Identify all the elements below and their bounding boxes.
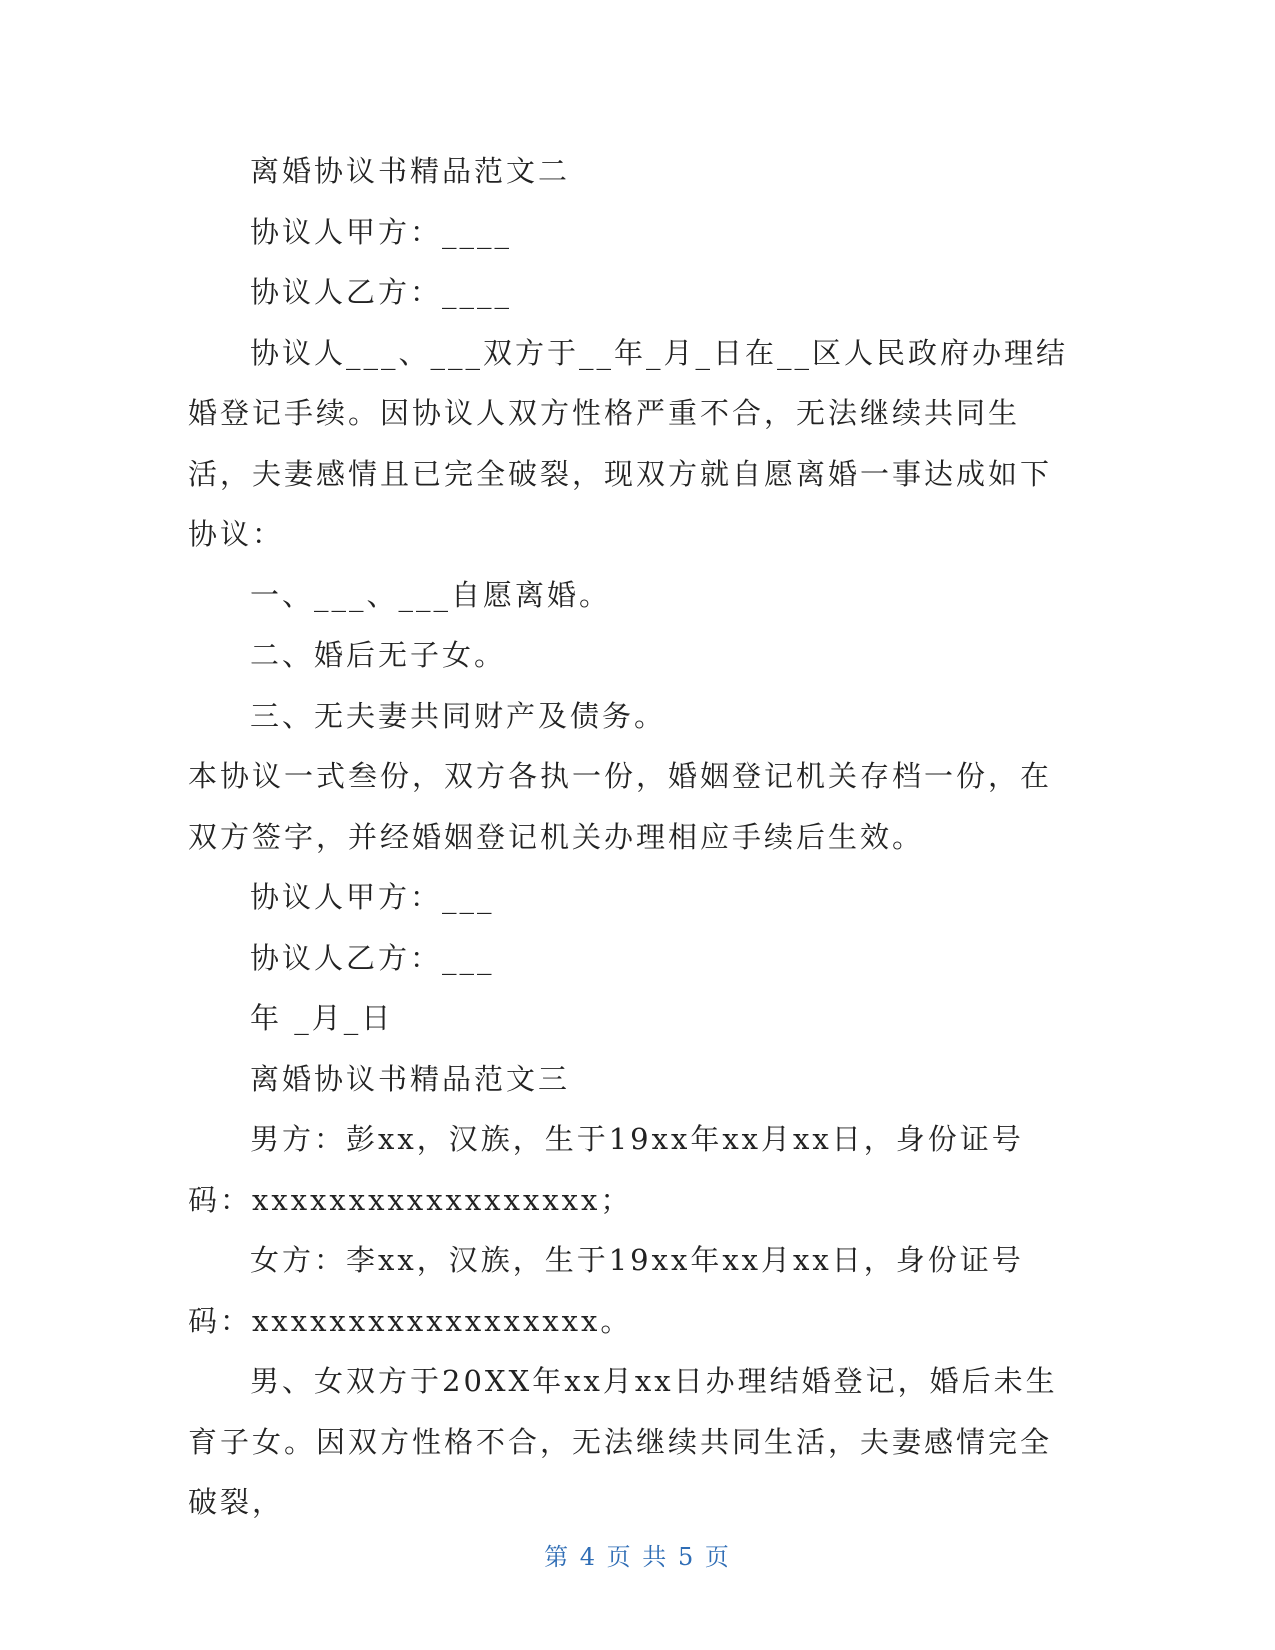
section-title-2: 离婚协议书精品范文二 — [250, 154, 571, 188]
agreement-intro-paragraph: 协议人___、___双方于__年_月_日在__区人民政府办理结婚登记手续。因协议人双方性格严重不合，无法继续共同生活，夫妻感情且已完全破裂，现双方就自愿离婚一事达成如下协议： — [188, 335, 1069, 551]
party-a-line: 协议人甲方：____ — [250, 214, 513, 249]
clause-3: 三、无夫妻共同财产及债务。 — [250, 698, 667, 733]
male-party-info: 男方：彭xx，汉族，生于19xx年xx月xx日，身份证号码：xxxxxxxxxxxxxxxxxx； — [188, 1122, 1024, 1217]
section-title-3: 离婚协议书精品范文三 — [250, 1061, 571, 1096]
clause-1: 一、___、___自愿离婚。 — [250, 577, 612, 612]
signature-date: 年 _月_日 — [250, 1001, 394, 1035]
party-b-line: 协议人乙方：____ — [250, 275, 513, 309]
copies-paragraph: 本协议一式叁份，双方各执一份，婚姻登记机关存档一份，在双方签字，并经婚姻登记机关办理相应手续后生效。 — [188, 759, 1053, 854]
document-body — [188, 141, 1068, 1533]
signature-party-a: 协议人甲方：___ — [250, 880, 495, 914]
signature-party-b: 协议人乙方：___ — [250, 940, 495, 975]
page-number-footer: 第 4 页 共 5 页 — [544, 1543, 731, 1571]
female-party-info: 女方：李xx，汉族，生于19xx年xx月xx日，身份证号码：xxxxxxxxxxxxxxxxxx。 — [188, 1243, 1024, 1338]
clause-2: 二、婚后无子女。 — [250, 638, 507, 672]
marriage-info-paragraph: 男、女双方于20XX年xx月xx日办理结婚登记，婚后未生育子女。因双方性格不合，无法继续共同生活，夫妻感情完全破裂， — [188, 1364, 1058, 1519]
